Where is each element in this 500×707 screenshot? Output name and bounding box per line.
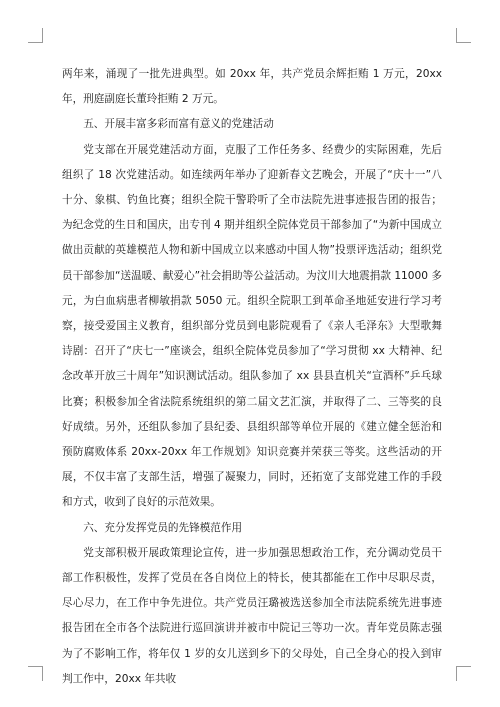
crop-mark-bottom-right xyxy=(456,666,471,681)
paragraph-continuation: 两年来，涌现了一批先进典型。如 20xx 年，共产党员余辉拒贿 1 万元，20xx 年，刑庭副庭长董玲拒贿 2 万元。 xyxy=(62,68,442,106)
paragraph-vanguard-role: 党支部积极开展政策理论宣传，进一步加强思想政治工作，充分调动党员干部工作积极性，发挥了党员在各自岗位上的特长，使其都能在工作中尽职尽责，尽心尽力，在工作中争先进位。共产党员汪璐被选送参加全市法院系统先进事迹报告团在全市各个法院进行巡回演讲并被市中院记三等功一次。青年党员陈志强为了不影响工作，将年仅 1 岁的女儿送到乡下的父母处，自己全身心的投入到审判工作中，20xx 年共收 xyxy=(62,546,442,685)
document-body xyxy=(62,62,442,692)
paragraph-party-activities: 党支部在开展党建活动方面，克服了工作任务多、经费少的实际困难，先后组织了 18 次党建活动。如连续两年举办了迎新春文艺晚会，开展了“庆十一”八十分、象棋、钓鱼比赛；组织全院干警聆听了全市法院先进事迹报告团的报告；为纪念党的生日和国庆，出专刊 4 期并组织全院体党员干部参加了“为新中国成立做出贡献的英雄模范人物和新中国成立以来感动中国人物”投票评选活动；组织党员干部参加“送温暖、献爱心”社会捐助等公益活动。为汶川大地震捐款 11000 多元，为白血病患者柳敏捐款 5050 元。组织全院职工到革命圣地延安进行学习考察，接受爱国主义教育，组织部分党员到电影院观看了《亲人毛泽东》大型歌舞诗剧：召开了“庆七一”座谈会，组织全院体党员参加了“学习贯彻 xx 大精神、纪念改革开放三十周年”知识测试活动。组队参加了 xx 县县直机关“宣酒杯”乒乓球比赛；积极参加全省法院系统组织的第二届文艺汇演，并取得了二、三等奖的良好成绩。另外，还组队参加了县纪委、县组织部等单位开展的《建立健全惩治和预防腐败体系 20xx-20xx 年工作规划》知识竞赛并荣获三等奖。这些活动的开展，不仅丰富了支部生活，增强了凝聚力，同时，还拓宽了支部党建工作的手段和方式，收到了良好的示范效果。 xyxy=(62,143,442,509)
crop-mark-top-left xyxy=(28,28,43,43)
crop-mark-bottom-left xyxy=(28,666,43,681)
crop-mark-top-right xyxy=(456,28,471,43)
section-heading-five: 五、开展丰富多彩而富有意义的党建活动 xyxy=(83,118,274,131)
section-heading-six: 六、充分发挥党员的先锋模范作用 xyxy=(83,521,243,534)
